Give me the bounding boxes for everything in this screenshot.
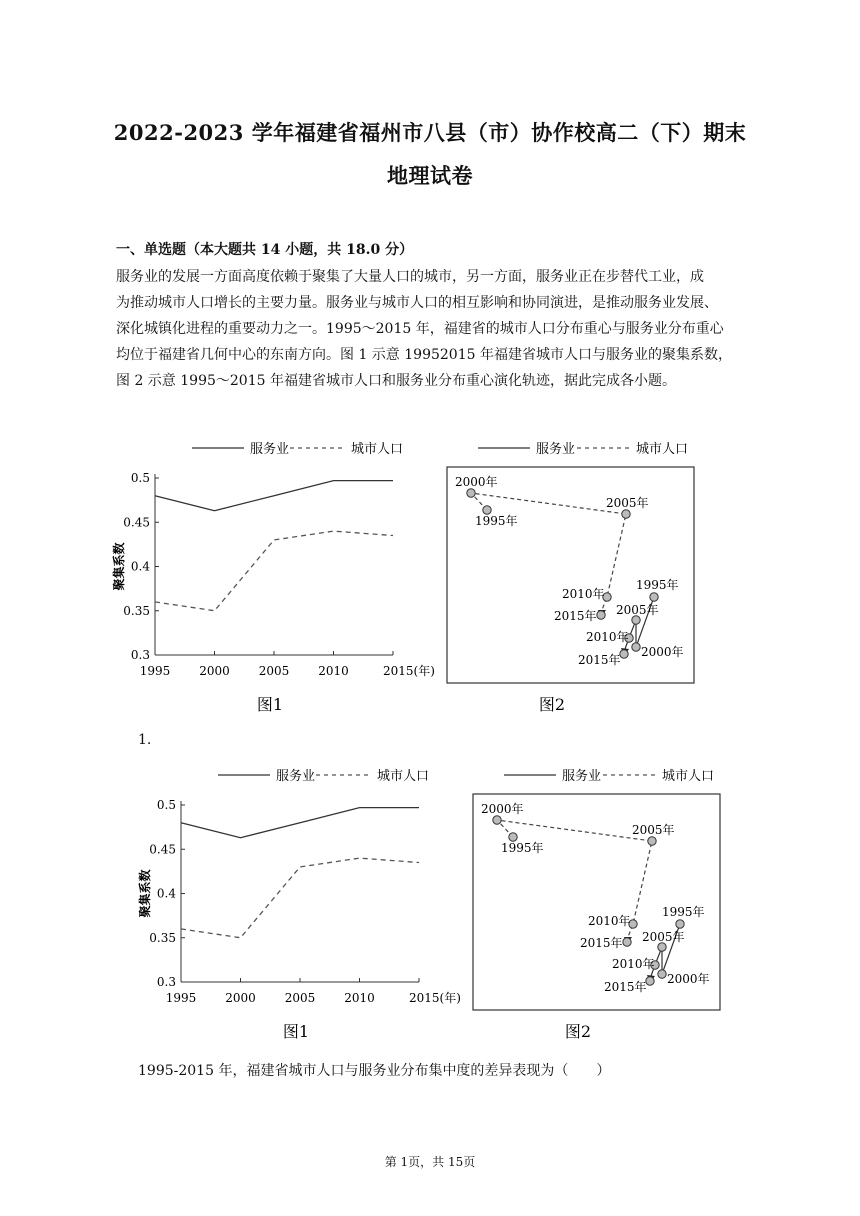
- legend-services-label: 服务业: [250, 442, 290, 457]
- paragraph-line: 为推动城市人口增长的主要力量。服务业与城市人口的相互影响和协同演进，是推动服务业发展、: [116, 295, 718, 311]
- legend-population-label: 城市人口: [377, 769, 430, 784]
- chart1-y-tick-label: 0.45: [123, 515, 150, 530]
- chart1-y-tick-label: 0.5: [156, 798, 176, 812]
- chart1-y-tick-label: 0.45: [149, 842, 176, 857]
- population-line: [181, 858, 419, 938]
- services-point: [658, 970, 666, 978]
- chart1-caption: 图1: [282, 1022, 310, 1041]
- legend2-population-label: 城市人口: [636, 442, 689, 457]
- chart1-x-tick-label: 1995: [165, 991, 197, 1005]
- document-title-line1: 2022-2023 学年福建省福州市八县（市）协作校高二（下）期末: [113, 120, 747, 145]
- population-point-label: 2015年: [580, 936, 623, 950]
- population-point-label: 1995年: [475, 514, 518, 528]
- paragraph-line: 服务业的发展一方面高度依赖于聚集了大量人口的城市，另一方面，服务业正在步替代工业，成: [116, 269, 704, 285]
- services-point: [620, 650, 628, 658]
- population-point: [648, 837, 656, 845]
- services-line: [181, 808, 419, 838]
- chart2-caption: 图2: [564, 1022, 592, 1041]
- chart1-y-axis-label: 聚集系数: [138, 869, 152, 918]
- population-point-label: 2000年: [455, 475, 498, 489]
- question-number: 1.: [138, 732, 152, 748]
- population-point: [622, 510, 630, 518]
- services-point: [676, 920, 684, 928]
- population-point: [597, 611, 605, 619]
- services-point: [658, 943, 666, 951]
- population-point: [493, 816, 501, 824]
- population-point-label: 2005年: [632, 823, 675, 837]
- figure-block-top: [0, 430, 860, 730]
- population-point: [483, 506, 491, 514]
- chart1-x-tick-label: 2015(年): [409, 991, 461, 1005]
- population-point-label: 2015年: [554, 609, 597, 623]
- page-footer: 第 1页，共 15页: [384, 1155, 476, 1169]
- services-point-label: 2010年: [586, 630, 629, 644]
- question-text: 1995-2015 年，福建省城市人口与服务业分布集中度的差异表现为（ ）: [138, 1063, 611, 1079]
- population-point-label: 2010年: [588, 914, 631, 928]
- chart1-x-tick-label: 1995: [139, 664, 171, 678]
- population-point: [623, 938, 631, 946]
- chart1-x-tick-label: 2005: [258, 664, 290, 678]
- legend2-services-label: 服务业: [536, 442, 576, 457]
- paragraph-line: 深化城镇化进程的重要动力之一。1995～2015 年，福建省的城市人口分布重心与服务业分布重心: [116, 321, 724, 337]
- chart1-y-tick-label: 0.4: [156, 886, 176, 901]
- population-point: [467, 489, 475, 497]
- services-point: [632, 616, 640, 624]
- services-point-label: 2010年: [612, 957, 655, 971]
- services-point: [632, 643, 640, 651]
- chart1-y-tick-label: 0.3: [156, 975, 176, 989]
- chart1-x-tick-label: 2015(年): [383, 664, 435, 678]
- services-point-label: 2005年: [642, 930, 685, 944]
- services-point-label: 2015年: [578, 653, 621, 667]
- services-point-label: 2000年: [641, 645, 684, 659]
- chart1-x-tick-label: 2010: [318, 664, 349, 678]
- section-heading: 一、单选题（本大题共 14 小题，共 18.0 分）: [116, 242, 414, 258]
- legend2-population-label: 城市人口: [662, 769, 715, 784]
- chart1-caption: 图1: [256, 695, 284, 714]
- chart1-y-tick-label: 0.4: [130, 559, 150, 574]
- services-point: [646, 977, 654, 985]
- chart1-x-tick-label: 2000: [225, 991, 256, 1005]
- chart1-y-axis-label: 聚集系数: [112, 542, 126, 591]
- population-point-label: 2005年: [606, 496, 649, 510]
- paragraph-line: 图 2 示意 1995～2015 年福建省城市人口和服务业分布重心演化轨迹，据此完成各小题。: [116, 373, 676, 389]
- chart1-y-tick-label: 0.35: [149, 930, 176, 945]
- population-point-label: 1995年: [501, 841, 544, 855]
- services-point: [650, 593, 658, 601]
- services-point-label: 1995年: [662, 905, 705, 919]
- population-line: [155, 531, 393, 611]
- chart1-x-tick-label: 2005: [284, 991, 316, 1005]
- legend2-services-label: 服务业: [562, 769, 602, 784]
- services-point-label: 2005年: [616, 603, 659, 617]
- services-point-label: 1995年: [636, 578, 679, 592]
- population-point: [509, 833, 517, 841]
- chart1-y-tick-label: 0.3: [130, 648, 150, 662]
- services-point-label: 2015年: [604, 980, 647, 994]
- document-title-line2: 地理试卷: [387, 163, 473, 188]
- legend-population-label: 城市人口: [351, 442, 404, 457]
- paragraph-line: 均位于福建省几何中心的东南方向。图 1 示意 19952015 年福建省城市人口与服务业的聚集系数，: [116, 347, 732, 363]
- population-point-label: 2010年: [562, 587, 605, 601]
- legend-services-label: 服务业: [276, 769, 316, 784]
- services-line: [155, 481, 393, 511]
- chart2-caption: 图2: [538, 695, 566, 714]
- figure-block-question: [26, 757, 860, 1057]
- services-point-label: 2000年: [667, 972, 710, 986]
- chart1-x-tick-label: 2010: [344, 991, 375, 1005]
- chart1-y-tick-label: 0.35: [123, 603, 150, 618]
- population-point-label: 2000年: [481, 802, 524, 816]
- chart1-x-tick-label: 2000: [199, 664, 230, 678]
- chart1-y-tick-label: 0.5: [130, 471, 150, 485]
